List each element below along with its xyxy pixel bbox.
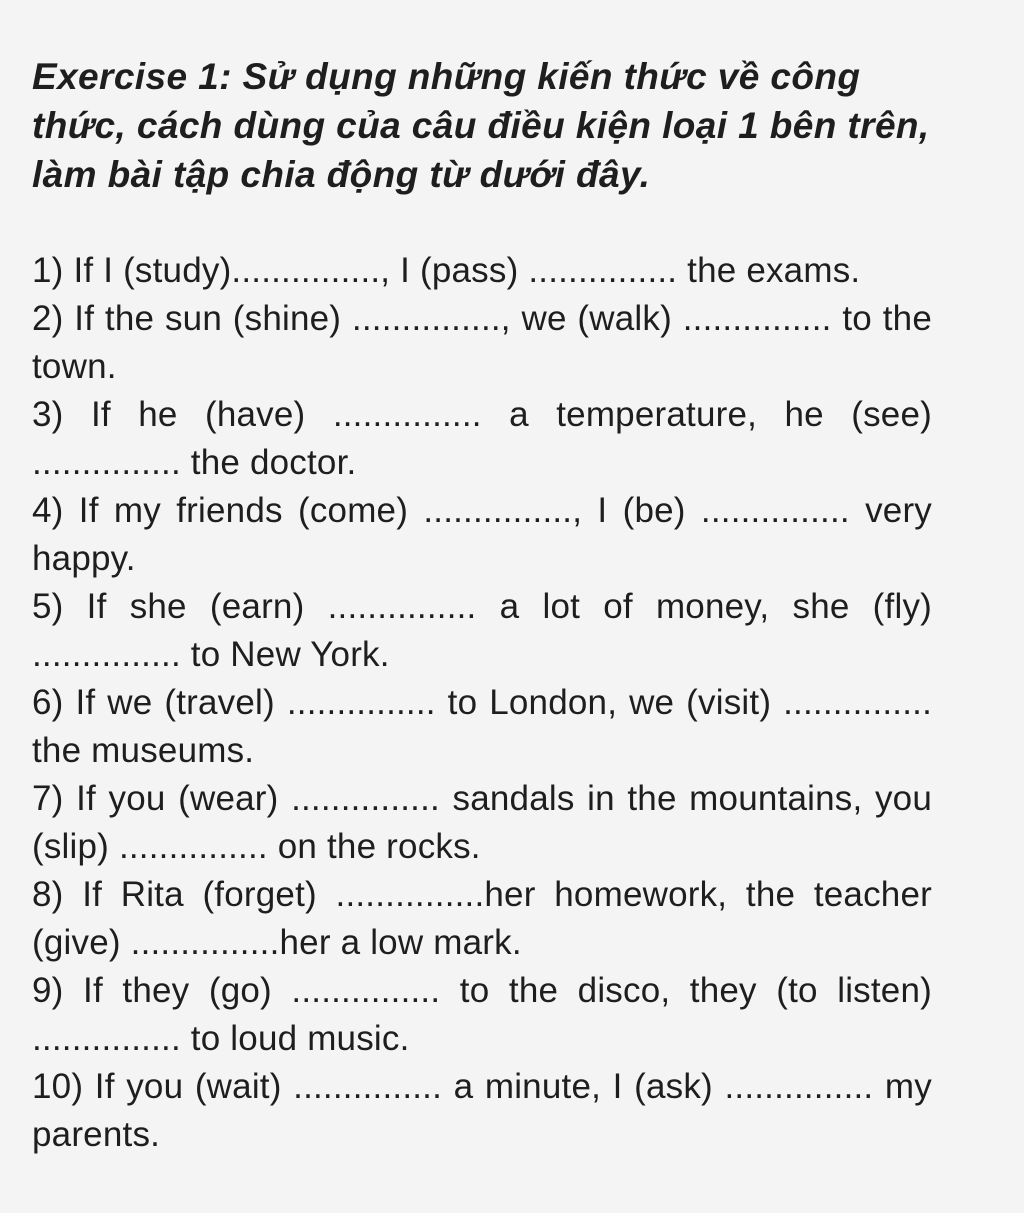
- exercise-item-3-text: 3) If he (have) ............... a temperature, he (see) ............... the doctor.: [32, 395, 932, 482]
- exercise-item-6: [32, 679, 932, 775]
- exercise-item-7-text: 7) If you (wear) ............... sandals in the mountains, you (slip) ............... on the rocks.: [32, 779, 932, 866]
- exercise-item-5-text: 5) If she (earn) ............... a lot of money, she (fly) ............... to New York.: [32, 587, 932, 674]
- exercise-item-4-text: 4) If my friends (come) ..............., I (be) ............... very happy.: [32, 491, 932, 578]
- exercise-item-5: [32, 583, 932, 679]
- exercise-item-2: [32, 295, 932, 391]
- exercise-item-9-text: 9) If they (go) ............... to the disco, they (to listen) ............... to loud music.: [32, 971, 932, 1058]
- exercise-item-6-text: 6) If we (travel) ............... to London, we (visit) ............... the museums.: [32, 683, 932, 770]
- exercise-item-1-text: 1) If I (study)..............., I (pass) ............... the exams.: [32, 251, 861, 290]
- exercise-item-8-text: 8) If Rita (forget) ...............her homework, the teacher (give) ...............her a low mark.: [32, 875, 932, 962]
- exercise-item-7: [32, 775, 932, 871]
- exercise-item-9: [32, 967, 932, 1063]
- exercise-item-3: [32, 391, 932, 487]
- exercise-item-10: [32, 1063, 932, 1159]
- exercise-title: Exercise 1: Sử dụng những kiến thức về công thức, cách dùng của câu điều kiện loại 1 bên trên, làm bài tập chia động từ dưới đây.: [32, 56, 930, 195]
- exercise-item-10-text: 10) If you (wait) ............... a minute, I (ask) ............... my parents.: [32, 1067, 932, 1154]
- exercise-item-4: [32, 487, 932, 583]
- exercise-item-2-text: 2) If the sun (shine) ..............., we (walk) ............... to the town.: [32, 299, 932, 386]
- exercise-list: [32, 247, 932, 1159]
- exercise-item-8: [32, 871, 932, 967]
- exercise-item-1: [32, 247, 932, 295]
